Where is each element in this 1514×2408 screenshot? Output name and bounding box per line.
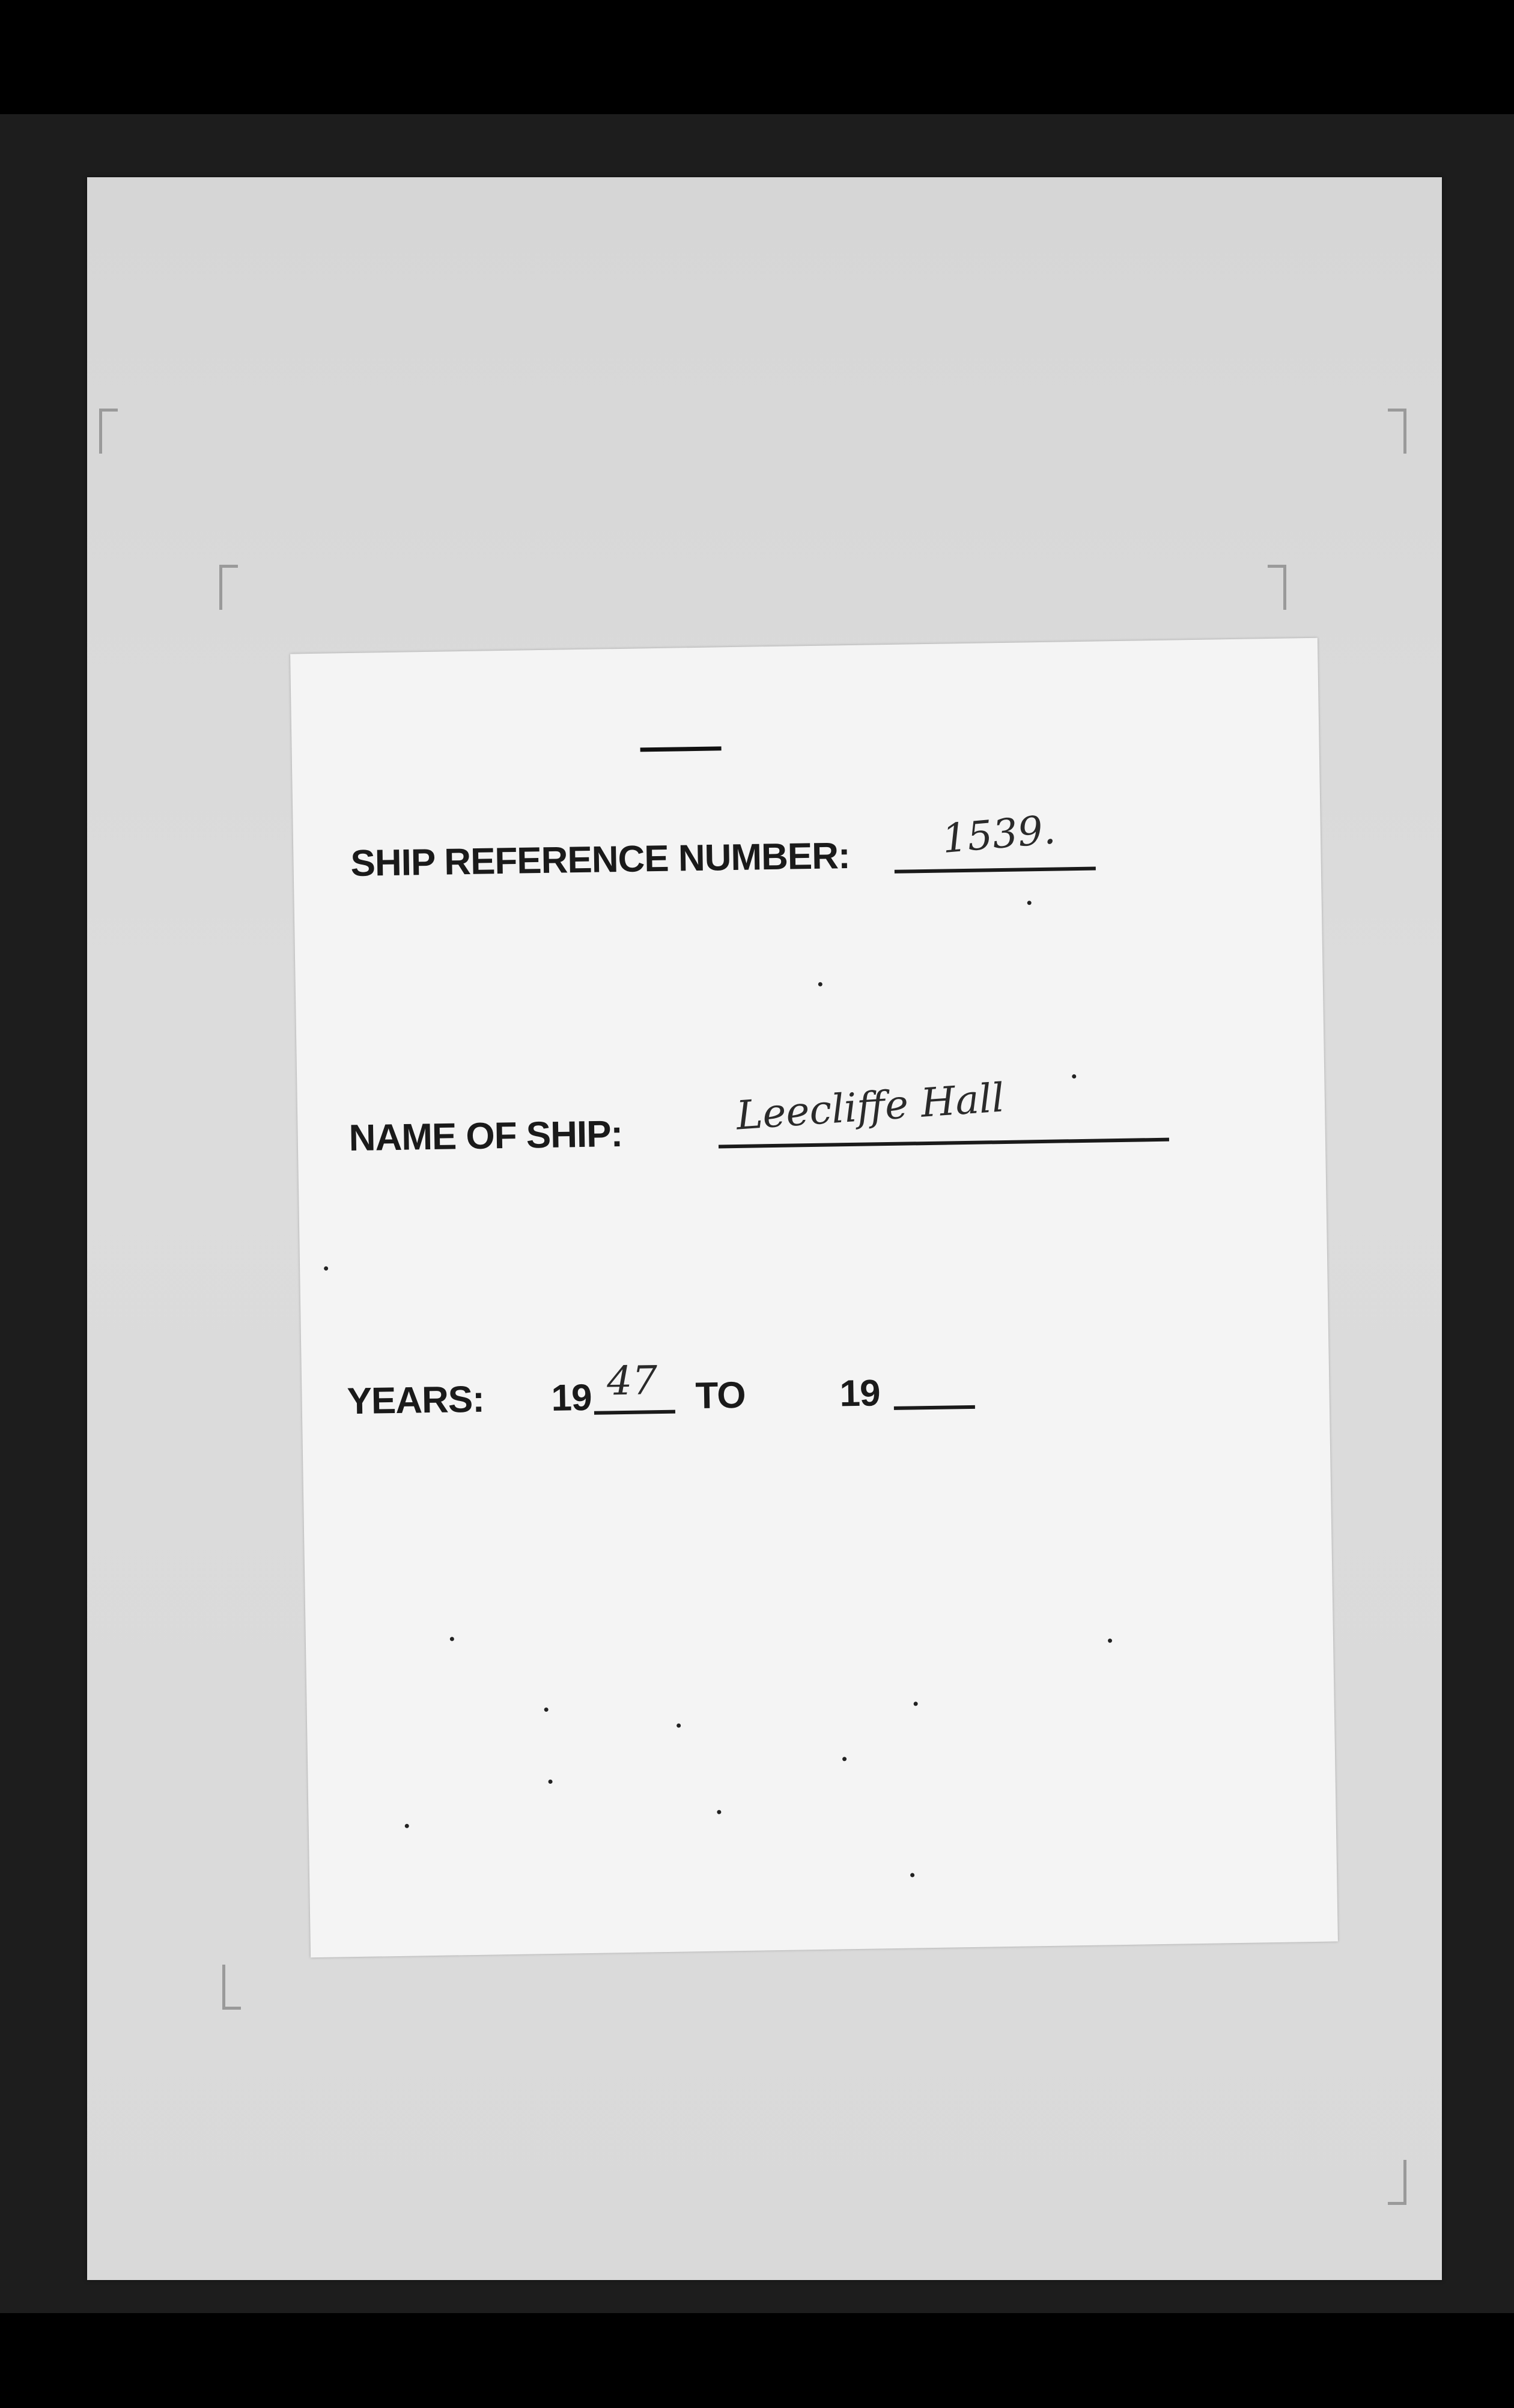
corner-mark-top-left bbox=[99, 409, 118, 454]
speck bbox=[910, 1873, 914, 1877]
speck bbox=[549, 1780, 553, 1784]
corner-mark-inner-top-left bbox=[219, 565, 238, 610]
speck bbox=[818, 982, 822, 987]
ship-reference-rule bbox=[895, 867, 1096, 874]
to-label: TO bbox=[695, 1374, 746, 1417]
years-label: YEARS: bbox=[347, 1378, 485, 1423]
speck bbox=[676, 1724, 681, 1728]
speck bbox=[544, 1707, 549, 1712]
year-from-prefix: 19 bbox=[551, 1376, 592, 1419]
corner-mark-bottom-right bbox=[1388, 2160, 1406, 2205]
speck bbox=[405, 1824, 409, 1828]
speck bbox=[914, 1701, 918, 1706]
top-dash bbox=[640, 746, 722, 752]
year-from-rule bbox=[594, 1410, 675, 1415]
ship-reference-value: 1539. bbox=[940, 806, 1057, 863]
corner-mark-top-right bbox=[1388, 409, 1406, 454]
year-to-prefix: 19 bbox=[839, 1372, 881, 1415]
corner-mark-inner-top-right bbox=[1268, 565, 1286, 610]
name-of-ship-label: NAME OF SHIP: bbox=[348, 1113, 623, 1160]
ship-reference-label: SHIP REFERENCE NUMBER: bbox=[350, 835, 851, 885]
corner-mark-inner-bottom-left bbox=[222, 1965, 241, 2010]
speck bbox=[1027, 901, 1032, 905]
speck bbox=[842, 1757, 847, 1761]
speck bbox=[717, 1810, 721, 1814]
speck bbox=[324, 1266, 328, 1271]
speck bbox=[450, 1637, 454, 1641]
year-from-value: 47 bbox=[606, 1357, 658, 1405]
name-of-ship-rule bbox=[719, 1138, 1169, 1149]
speck bbox=[1072, 1074, 1076, 1078]
speck bbox=[1108, 1638, 1112, 1643]
name-of-ship-value: Leecliffe Hall bbox=[734, 1074, 1006, 1139]
year-to-rule bbox=[894, 1405, 975, 1410]
ship-record-card bbox=[290, 638, 1338, 1958]
